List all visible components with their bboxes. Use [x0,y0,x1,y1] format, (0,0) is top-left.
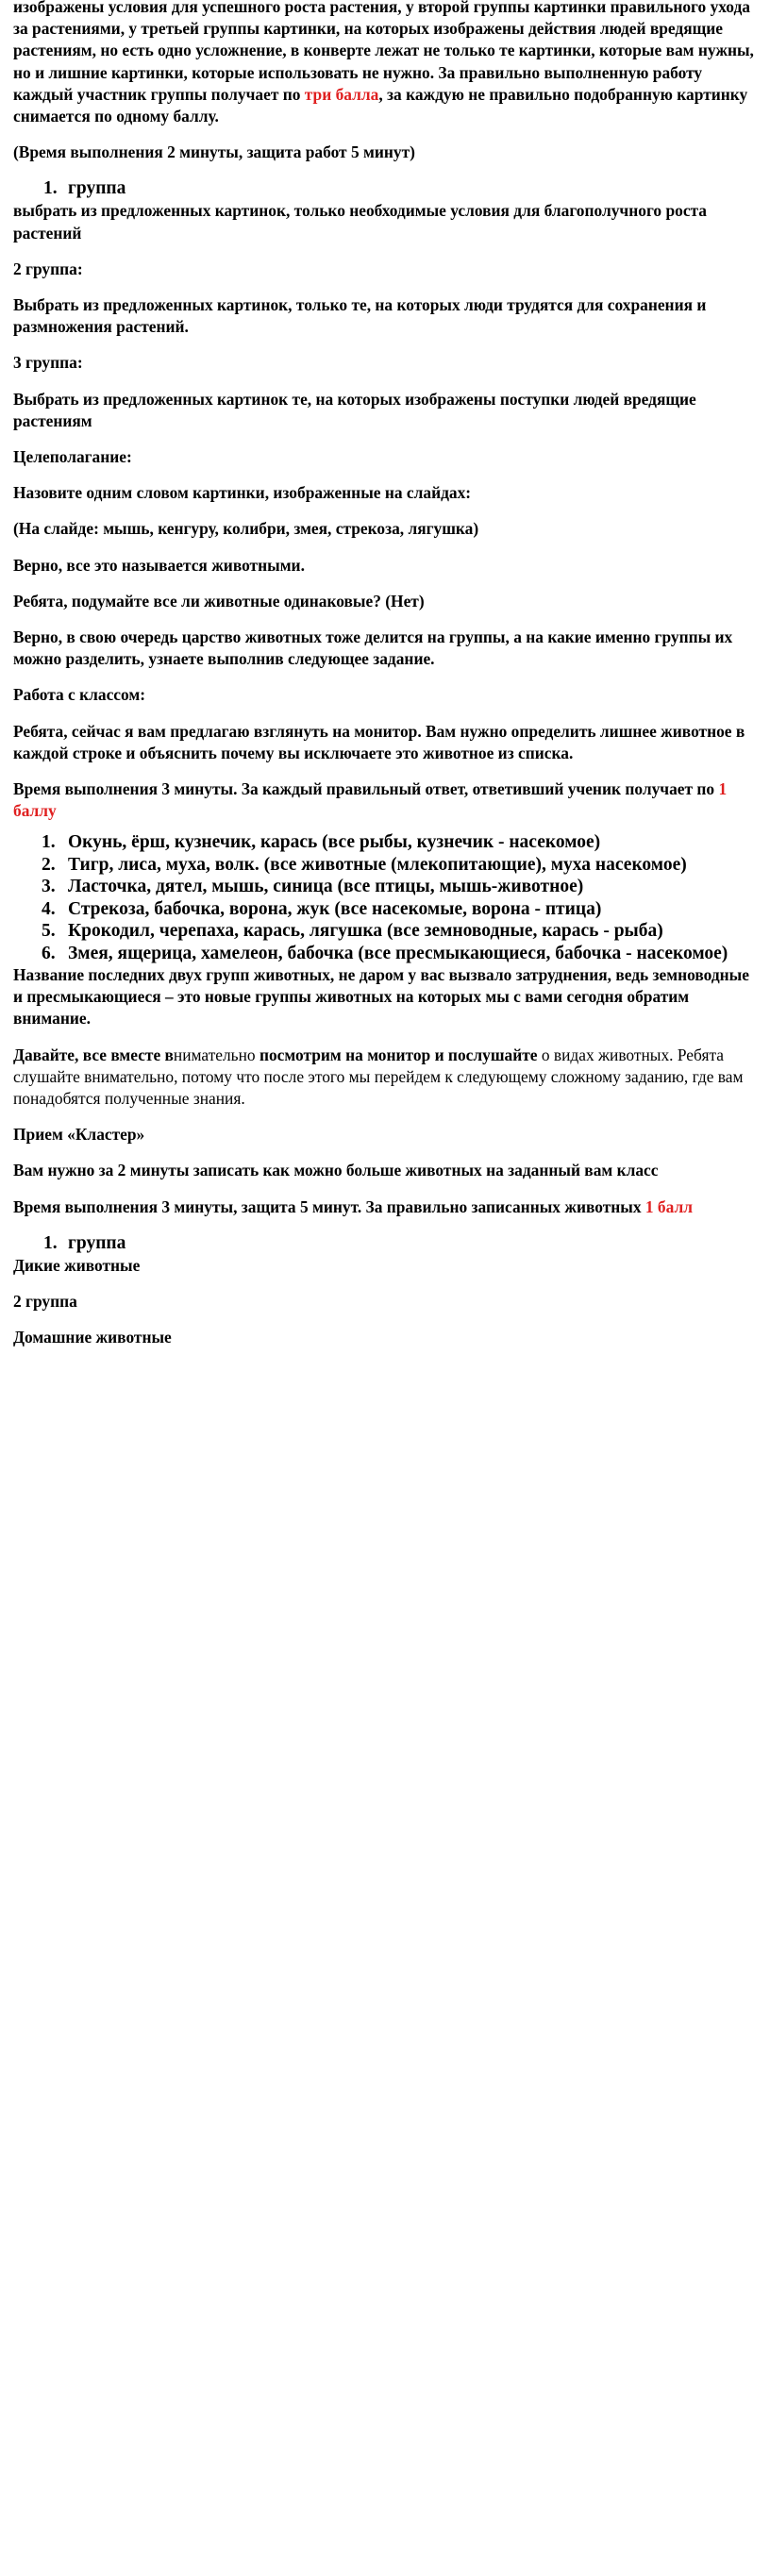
class-work-time-text: Время выполнения 3 минуты. За каждый правильный ответ, ответивший ученик получает по [13,779,719,799]
intro-paragraph [13,0,759,127]
intro-text-1: изображены условия для успешного роста растения, у второй группы картинки правильного ухода за растениями, у третьей группы картинки, на которых изображены действия людей вредящие растениям, но есть одно усложнение, в конверте лежат не только те картинки, которые вам нужны, но и лишние картинки, которые использовать не нужно. За правильно выполненную работу каждый участник группы получает по [13,0,754,104]
list-item [13,898,759,920]
cluster-group2-value: Домашние животные [13,1328,172,1347]
list-item [13,920,759,942]
together-bold-1: Давайте, все вместе в [13,1045,174,1064]
group1-number: 1. [43,178,58,199]
list-item-number: 1. [42,832,56,853]
group1-label: группа [68,178,126,199]
list-item-text: Стрекоза, бабочка, ворона, жук (все насекомые, ворона - птица) [68,898,602,919]
list-item-text: Тигр, лиса, муха, волк. (все животные (млекопитающие), муха насекомое) [68,854,687,875]
goal-explain: Верно, в свою очередь царство животных тоже делится на группы, а на какие именно группы их можно разделить, узнаете выполнив следующее задание. [13,627,733,669]
goal-heading: Целеполагание: [13,447,132,467]
class-work-points: 1 баллу [13,779,728,821]
class-work-task: Ребята, сейчас я вам предлагаю взглянуть на монитор. Вам нужно определить лишнее животное в каждой строке и объяснить почему вы исключаете это животное из списка. [13,721,745,762]
class-work-time [13,778,759,822]
cluster-time [13,1196,759,1218]
list-item-number: 6. [42,943,56,963]
group3-label: 3 группа: [13,353,83,373]
cluster-group1-item [13,1232,759,1255]
together-normal-1: нимательно [173,1045,259,1064]
list-item [13,854,759,876]
goal-answer: Верно, все это называется животными. [13,555,305,575]
list-item [13,943,759,964]
goal-slide: (На слайде: мышь, кенгуру, колибри, змея, стрекоза, лягушка) [13,519,479,539]
list-item-text: Змея, ящерица, хамелеон, бабочка (все пресмыкающиеся, бабочка - насекомое) [68,943,728,963]
together-bold-2: посмотрим на монитор и послушайте [259,1045,538,1064]
list-item [13,876,759,897]
time-note: (Время выполнения 2 минуты, защита работ 5 минут) [13,142,415,162]
animals-list [13,831,759,963]
cluster-group2-label: 2 группа [13,1291,77,1311]
list-item-number: 2. [42,854,56,875]
intro-red-points: три балла [304,84,379,104]
cluster-points: 1 балл [644,1196,693,1216]
summary-paragraph: Название последних двух групп животных, не даром у вас вызвало затруднения, ведь земноводные и пресмыкающиеся – это новые группы животных на которых мы с вами сегодня обратим внимание. [13,964,749,1029]
cluster-time-text: Время выполнения 3 минуты, защита 5 минут. За правильно записанных животных [13,1196,645,1216]
cluster-task: Вам нужно за 2 минуты записать как можно больше животных на заданный вам класс [13,1161,659,1180]
class-work-heading: Работа с классом: [13,685,146,705]
list-item-text: Ласточка, дятел, мышь, синица (все птицы, мышь-животное) [68,877,584,897]
list-item-number: 4. [42,898,56,919]
goal-prompt: Назовите одним словом картинки, изображенные на слайдах: [13,483,472,503]
cluster-group1-label: группа [68,1232,126,1253]
goal-question: Ребята, подумайте все ли животные одинаковые? (Нет) [13,591,425,611]
list-item-text: Крокодил, черепаха, карась, лягушка (все земноводные, карась - рыба) [68,921,663,942]
list-item-text: Окунь, ёрш, кузнечик, карась (все рыбы, кузнечик - насекомое) [68,832,601,853]
together-paragraph [13,1045,759,1111]
cluster-heading: Прием «Кластер» [13,1125,145,1145]
group2-label: 2 группа: [13,259,83,278]
list-item [13,831,759,853]
group2-task: Выбрать из предложенных картинок, только те, на которых люди трудятся для сохранения и размножения растений. [13,295,707,337]
group1-task: выбрать из предложенных картинок, только необходимые условия для благополучного роста растений [13,201,707,243]
cluster-group1-number: 1. [43,1232,58,1253]
group1-item [13,177,759,200]
cluster-group1-value: Дикие животные [13,1255,141,1275]
group3-task: Выбрать из предложенных картинок те, на которых изображены поступки людей вредящие растениям [13,389,696,430]
list-item-number: 3. [42,877,56,897]
together-normal-2: о видах животных. Ребята слушайте внимательно, потому что после этого мы перейдем к следующему сложному заданию, где вам понадобятся полученные знания. [13,1045,744,1108]
list-item-number: 5. [42,921,56,942]
cluster-group1-list [13,1232,759,1255]
group1-list [13,177,759,200]
intro-text-2: , за каждую не правильно подобранную картинку снимается по одному баллу. [13,84,748,126]
